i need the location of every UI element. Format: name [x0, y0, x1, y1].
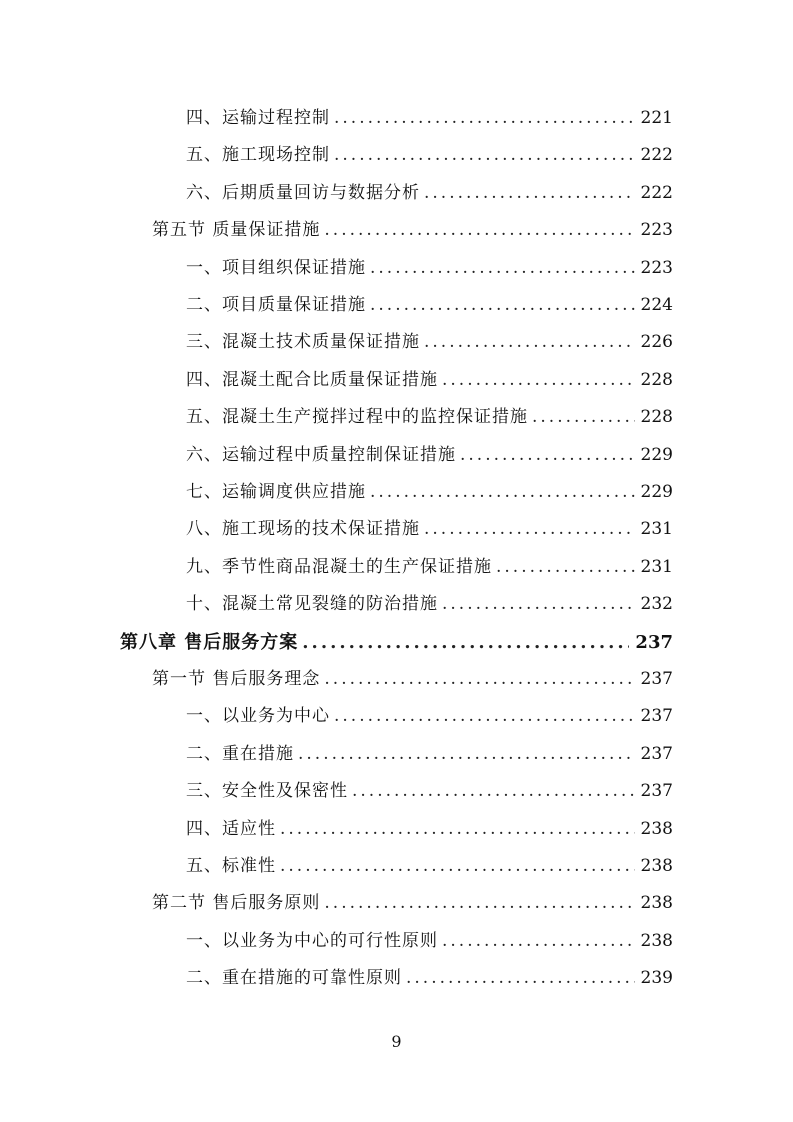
toc-entry-page: 237 — [640, 781, 673, 802]
toc-entry-page: 222 — [640, 182, 673, 203]
toc-entry[interactable] — [186, 736, 673, 773]
toc-entry[interactable] — [186, 586, 673, 623]
toc-entry-title: 二、重在措施的可靠性原则 — [186, 968, 402, 989]
toc-entry[interactable] — [186, 811, 673, 848]
toc-entry-title: 九、季节性商品混凝土的生产保证措施 — [186, 556, 492, 577]
toc-entry-page: 238 — [640, 856, 673, 876]
toc-entry[interactable] — [186, 287, 673, 324]
toc-entry-title: 六、后期质量回访与数据分析 — [186, 182, 420, 203]
toc-entry[interactable] — [186, 923, 673, 960]
toc-leader-dots — [334, 137, 635, 174]
toc-leader-dots — [460, 437, 635, 474]
toc-entry[interactable] — [120, 624, 673, 661]
toc-entry-title: 一、以业务为中心的可行性原则 — [186, 930, 438, 951]
toc-entry-page: 238 — [640, 893, 673, 914]
toc-entry[interactable] — [186, 250, 673, 287]
toc-leader-dots — [370, 474, 635, 511]
toc-entry-title: 第二节 售后服务原则 — [152, 893, 321, 914]
toc-entry-title: 四、混凝土配合比质量保证措施 — [186, 369, 438, 390]
toc-leader-dots — [496, 549, 635, 586]
toc-entry-page: 238 — [640, 818, 673, 839]
toc-entry-page: 223 — [640, 257, 673, 278]
toc-entry-title: 六、运输过程中质量控制保证措施 — [186, 444, 456, 465]
toc-entry-page: 224 — [640, 295, 673, 315]
toc-entry-title: 四、适应性 — [186, 818, 276, 839]
toc-entry[interactable] — [152, 212, 673, 249]
toc-entry-title: 第一节 售后服务理念 — [152, 669, 321, 689]
toc-entry-page: 229 — [640, 482, 673, 502]
toc-leader-dots — [324, 212, 634, 249]
toc-entry-page: 237 — [640, 743, 673, 764]
toc-entry-page: 229 — [640, 444, 673, 465]
toc-entry[interactable] — [186, 474, 673, 511]
toc-entry-page: 239 — [640, 968, 673, 989]
toc-entry[interactable] — [186, 324, 673, 361]
toc-entry-page: 237 — [635, 631, 673, 653]
toc-leader-dots — [298, 736, 635, 773]
toc-entry[interactable] — [186, 960, 673, 997]
page-number: 9 — [391, 1032, 402, 1051]
toc-entry-title: 五、施工现场控制 — [186, 145, 330, 166]
toc-entry-title: 四、运输过程控制 — [186, 108, 330, 128]
toc-leader-dots — [324, 885, 634, 922]
toc-entry-title: 十、混凝土常见裂缝的防治措施 — [186, 594, 438, 615]
toc-entry-page: 231 — [640, 519, 673, 540]
toc-leader-dots — [406, 960, 635, 997]
toc-entry-title: 二、项目质量保证措施 — [186, 295, 366, 315]
toc-entry-title: 五、标准性 — [186, 856, 276, 876]
toc-leader-dots — [352, 773, 635, 810]
toc-entry-title: 五、混凝土生产搅拌过程中的监控保证措施 — [186, 407, 528, 428]
toc-entry[interactable] — [186, 698, 673, 735]
toc-entry-title: 八、施工现场的技术保证措施 — [186, 519, 420, 540]
toc-entry-page: 222 — [640, 145, 673, 166]
toc-leader-dots — [442, 362, 635, 399]
toc-leader-dots — [302, 624, 629, 661]
toc-entry-title: 一、项目组织保证措施 — [186, 257, 366, 278]
toc-entry[interactable] — [186, 511, 673, 548]
toc-entry-page: 228 — [640, 369, 673, 390]
toc-entry[interactable] — [186, 175, 673, 212]
toc-entry-title: 一、以业务为中心 — [186, 706, 330, 727]
toc-entry-page: 221 — [640, 108, 673, 128]
toc-entry-title: 第五节 质量保证措施 — [152, 220, 321, 241]
toc-entry-page: 226 — [640, 332, 673, 353]
toc-leader-dots — [424, 324, 635, 361]
toc-entry[interactable] — [186, 437, 673, 474]
toc-entry[interactable] — [152, 661, 673, 698]
toc-leader-dots — [532, 399, 635, 436]
toc-leader-dots — [370, 250, 635, 287]
toc-leader-dots — [370, 287, 635, 324]
toc-leader-dots — [334, 698, 635, 735]
toc-leader-dots — [424, 175, 635, 212]
toc-entry-page: 237 — [640, 669, 673, 689]
toc-entry[interactable] — [186, 399, 673, 436]
toc-leader-dots — [442, 923, 635, 960]
toc-leader-dots — [334, 100, 635, 137]
toc-leader-dots — [442, 586, 635, 623]
toc-entry-page: 232 — [640, 594, 673, 615]
toc-entry[interactable] — [186, 137, 673, 174]
toc-entry-title: 二、重在措施 — [186, 743, 294, 764]
toc-entry[interactable] — [186, 848, 673, 885]
toc-leader-dots — [280, 848, 635, 885]
toc-entry-page: 223 — [640, 220, 673, 241]
toc-entry[interactable] — [186, 362, 673, 399]
toc-entry[interactable] — [152, 885, 673, 922]
toc-leader-dots — [424, 511, 635, 548]
toc-entry-page: 237 — [640, 706, 673, 727]
toc-leader-dots — [324, 661, 634, 698]
toc-entry-page: 231 — [640, 556, 673, 577]
toc-leader-dots — [280, 811, 635, 848]
toc-entry-title: 三、混凝土技术质量保证措施 — [186, 332, 420, 353]
toc-entry[interactable] — [186, 773, 673, 810]
toc-entry[interactable] — [186, 549, 673, 586]
toc-entry-page: 238 — [640, 930, 673, 951]
toc-entry-title: 七、运输调度供应措施 — [186, 482, 366, 502]
toc-entry-title: 三、安全性及保密性 — [186, 781, 348, 802]
toc-entry[interactable] — [186, 100, 673, 137]
toc-entry-title: 第八章 售后服务方案 — [120, 631, 299, 653]
toc-entry-page: 228 — [640, 407, 673, 428]
